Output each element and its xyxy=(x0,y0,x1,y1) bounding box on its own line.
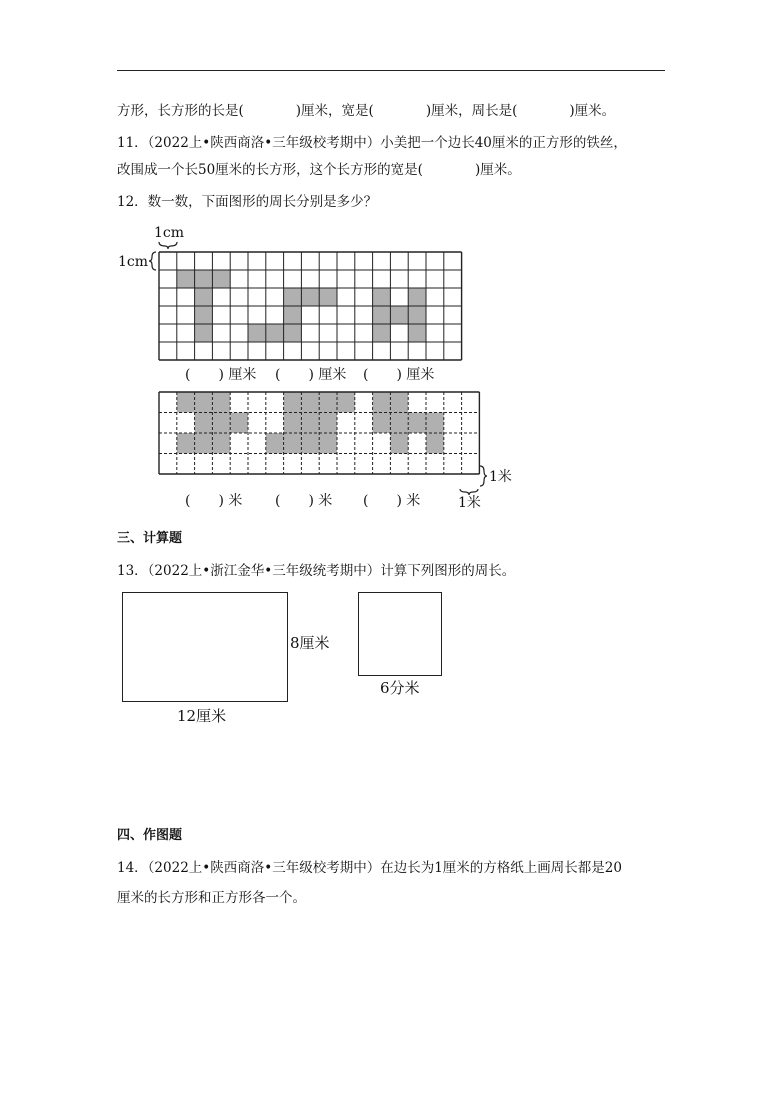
shaded-cell xyxy=(195,433,213,454)
shaded-cell xyxy=(390,433,408,454)
answer-label-1: ( ) 米 xyxy=(185,493,243,509)
q10-tail xyxy=(117,101,615,121)
shaded-cell xyxy=(195,306,213,324)
shaded-cell xyxy=(408,288,426,306)
shaded-cell xyxy=(426,433,444,454)
shaded-cell xyxy=(284,306,302,324)
unit-label-right: 1米 xyxy=(489,469,512,485)
rect-width-label: 12厘米 xyxy=(177,707,227,725)
q11-line2 xyxy=(117,160,521,180)
brace-left xyxy=(149,252,156,270)
unit-label-bottom: 1米 xyxy=(458,495,481,511)
shaded-cell xyxy=(426,413,444,434)
answer-label-1: ( ) 厘米 xyxy=(185,367,257,382)
q11-text-a: 改围成一个长50厘米的长方形，这个长方形的宽是( xyxy=(117,162,423,178)
shaded-cell xyxy=(337,392,355,413)
q10-text-2: )厘米，宽是( xyxy=(295,103,374,119)
shaded-cell xyxy=(373,306,391,324)
shaded-cell xyxy=(248,324,266,342)
shaded-cell xyxy=(212,433,230,454)
section-title-3: 三、计算题 xyxy=(117,531,183,546)
rectangle-figure xyxy=(122,592,288,702)
brace-top xyxy=(159,242,177,249)
shaded-cell xyxy=(195,324,213,342)
unit-label-left: 1cm xyxy=(118,254,149,270)
shaded-cell xyxy=(373,392,391,413)
answer-label-2: ( ) 厘米 xyxy=(275,367,347,382)
header-rule xyxy=(117,70,665,71)
shaded-cell xyxy=(177,392,195,413)
shaded-cell xyxy=(284,433,302,454)
answer-label-3: ( ) 厘米 xyxy=(363,367,435,382)
shaded-cell xyxy=(319,288,337,306)
shaded-cell xyxy=(390,413,408,434)
shaded-cell xyxy=(319,413,337,434)
q13-text: 13．（2022上•浙江金华•三年级统考期中）计算下列图形的周长。 xyxy=(117,563,516,579)
shaded-cell xyxy=(212,270,230,288)
shaded-cell xyxy=(408,413,426,434)
q10-text-3: )厘米，周长是( xyxy=(425,103,518,119)
shaded-cell xyxy=(390,392,408,413)
shaded-cell xyxy=(212,392,230,413)
shaded-cell xyxy=(177,433,195,454)
shaded-cell xyxy=(266,324,284,342)
shaded-cell xyxy=(408,306,426,324)
shaded-cell xyxy=(408,324,426,342)
shaded-cell xyxy=(301,288,319,306)
unit-label-top: 1cm xyxy=(154,225,185,241)
square-side-label: 6分米 xyxy=(380,679,420,697)
shaded-cell xyxy=(284,413,302,434)
shaded-cell xyxy=(284,392,302,413)
q12-text: 12．数一数，下面图形的周长分别是多少？ xyxy=(117,194,378,210)
grid-2-shaded-cells xyxy=(177,392,444,454)
answer-label-2: ( ) 米 xyxy=(275,493,333,509)
q10-text-1: 方形，长方形的长是( xyxy=(117,103,244,119)
shaded-cell xyxy=(230,413,248,434)
shaded-cell xyxy=(195,270,213,288)
shaded-cell xyxy=(266,433,284,454)
grid-1-lines xyxy=(159,252,462,360)
shaded-cell xyxy=(373,413,391,434)
shaded-cell xyxy=(195,288,213,306)
shaded-cell xyxy=(212,413,230,434)
q11-text-b: )厘米。 xyxy=(474,162,521,178)
shaded-cell xyxy=(301,433,319,454)
shaded-cell xyxy=(301,413,319,434)
q10-text-4: )厘米。 xyxy=(569,103,616,119)
brace-right xyxy=(480,466,487,486)
q11-line1: 11．（2022上•陕西商洛•三年级校考期中）小美把一个边长40厘米的正方形的铁丝， xyxy=(117,135,627,151)
shaded-cell xyxy=(284,324,302,342)
shaded-cell xyxy=(319,392,337,413)
shaded-cell xyxy=(177,270,195,288)
shaded-cell xyxy=(373,288,391,306)
shaded-cell xyxy=(373,324,391,342)
shaded-cell xyxy=(319,433,337,454)
shaded-cell xyxy=(195,392,213,413)
q14-line1: 14．（2022上•陕西商洛•三年级校考期中）在边长为1厘米的方格纸上画周长都是20 xyxy=(117,860,622,876)
answer-label-3: ( ) 米 xyxy=(363,493,421,509)
grid-figure-2 xyxy=(0,388,780,518)
section-title-4: 四、作图题 xyxy=(117,828,183,843)
square-figure xyxy=(358,592,442,676)
grid-figure-1 xyxy=(0,222,780,382)
rect-height-label: 8厘米 xyxy=(290,634,330,652)
shaded-cell xyxy=(390,306,408,324)
shaded-cell xyxy=(284,288,302,306)
shaded-cell xyxy=(195,413,213,434)
shaded-cell xyxy=(301,392,319,413)
q14-line2: 厘米的长方形和正方形各一个。 xyxy=(117,890,306,906)
